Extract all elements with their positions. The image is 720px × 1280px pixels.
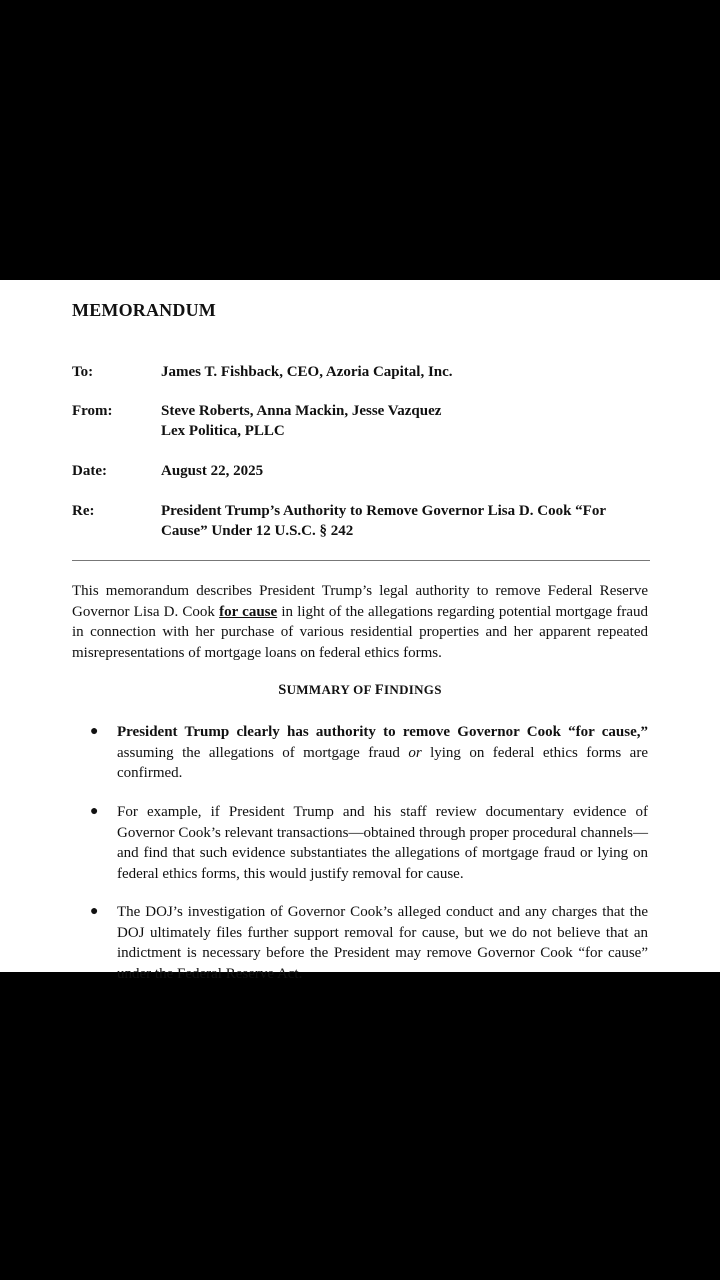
- intro-paragraph: [72, 581, 648, 663]
- finding-3-text: The DOJ’s investigation of Governor Cook’s alleged conduct and any charges that the DOJ ultimately files further support removal for cause, but we do not believe that an indictment is necessary before the President may remove Governor Cook “for cause” under the Federal Reserve Act.: [117, 904, 648, 982]
- to-value: [161, 362, 651, 382]
- intro-text-1: This memorandum describes President Trump’s legal authority to remove Federal Reserve Governor Lisa D. Cook: [72, 583, 648, 620]
- summary-indings: INDINGS: [384, 682, 442, 697]
- summary-f: F: [374, 682, 385, 698]
- date-label: Date:: [72, 463, 107, 479]
- bullet-dot: ●: [90, 804, 99, 819]
- re-line-1: President Trump’s Authority to Remove Governor Lisa D. Cook “For: [161, 503, 606, 519]
- bullet-dot: ●: [90, 724, 99, 739]
- finding-bullet-1: [90, 722, 648, 784]
- from-firm: Lex Politica, PLLC: [161, 423, 285, 439]
- intro-text-2: in light of the allegations regarding potential mortgage fraud in connection with her purchase of various residential properties and her apparent repeated misrepresentations of mortgage loans on federal ethics forms.: [72, 603, 648, 661]
- summary-heading: [72, 682, 648, 699]
- finding-1-text-b: lying on federal ethics forms are confirmed.: [117, 744, 648, 781]
- memo-title: MEMORANDUM: [72, 300, 216, 320]
- summary-ummary: UMMARY OF: [286, 682, 375, 697]
- header-divider: [72, 560, 650, 561]
- finding-1-bold: President Trump clearly has authority to remove Governor Cook “for cause,”: [117, 724, 648, 740]
- finding-bullet-3: [90, 902, 648, 984]
- from-value: [161, 401, 651, 441]
- for-cause-emphasis: for cause: [219, 603, 278, 620]
- re-value: [161, 501, 651, 541]
- re-line-2: Cause” Under 12 U.S.C. § 242: [161, 523, 354, 539]
- finding-2-text: For example, if President Trump and his staff review documentary evidence of Governor Cook’s relevant transactions—obtained through proper procedural channels—and find that such evidence substantiates the allegations of mortgage fraud or lying on federal ethics forms, this would justify removal for cause.: [117, 804, 648, 882]
- finding-1-text-a: assuming the allegations of mortgage fraud: [117, 744, 409, 761]
- to-value-text: James T. Fishback, CEO, Azoria Capital, Inc.: [161, 364, 453, 380]
- summary-s: S: [278, 682, 287, 698]
- memo-page: [0, 280, 720, 982]
- finding-bullet-2: [90, 802, 648, 884]
- date-value-text: August 22, 2025: [161, 463, 264, 479]
- date-value: [161, 461, 651, 481]
- from-label: From:: [72, 403, 113, 419]
- finding-1-italic: or: [408, 744, 422, 761]
- to-label: To:: [72, 364, 94, 380]
- bullet-dot: ●: [90, 904, 99, 919]
- finding-1-text: [117, 722, 648, 784]
- from-names: Steve Roberts, Anna Mackin, Jesse Vazquez: [161, 403, 442, 419]
- re-label: Re:: [72, 503, 95, 519]
